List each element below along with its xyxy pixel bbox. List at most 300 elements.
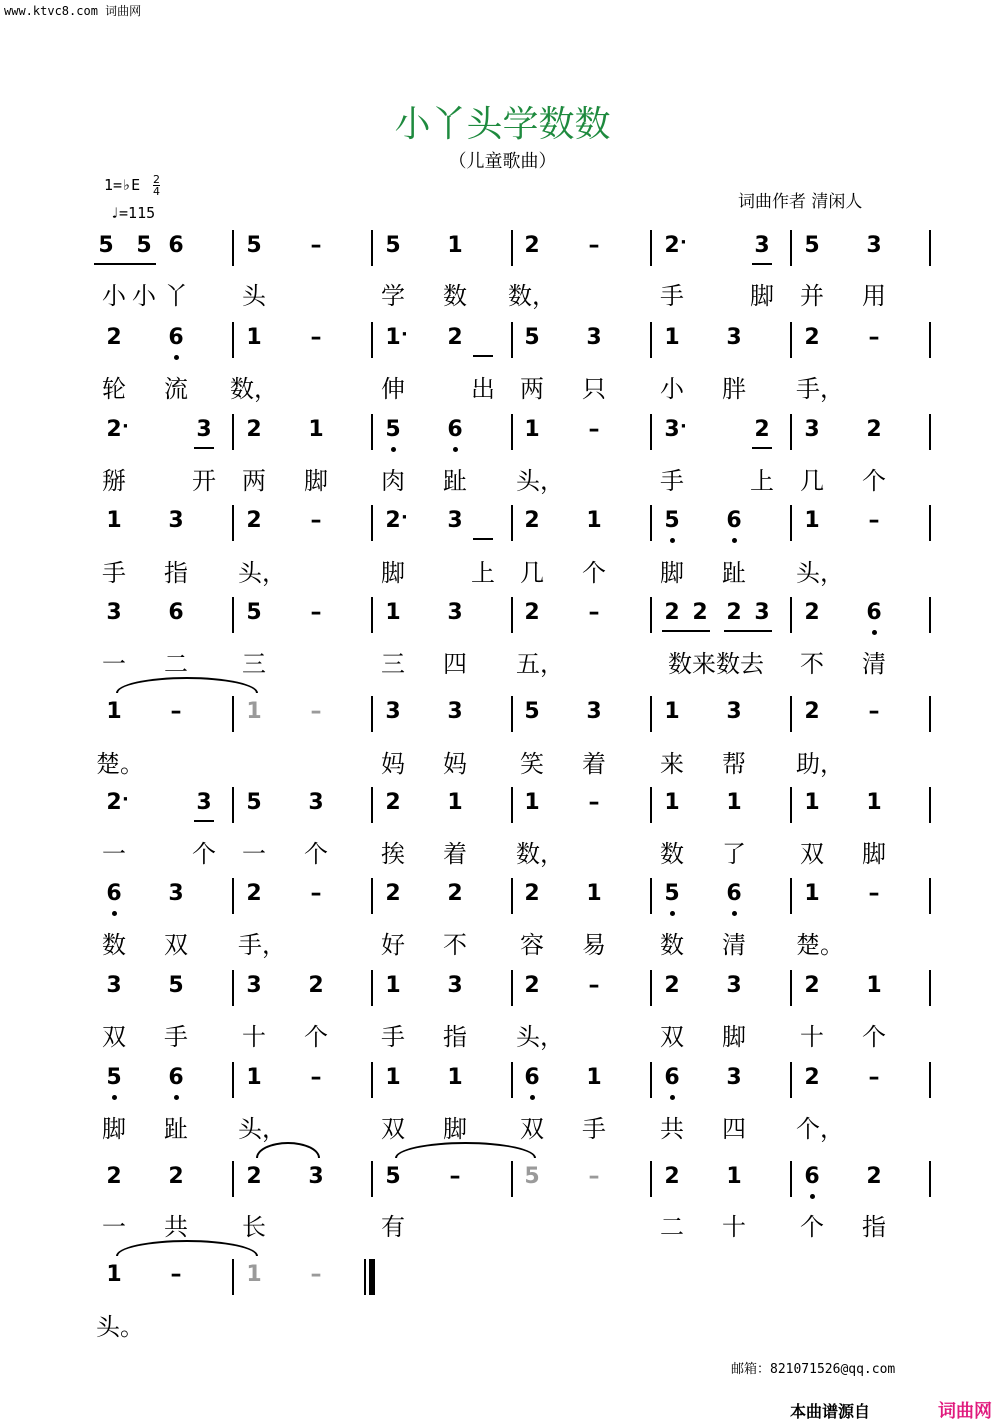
bar-line — [371, 414, 373, 450]
note: – — [588, 417, 600, 442]
lyric: 脚 — [660, 559, 684, 587]
lyric: 几 — [800, 467, 824, 495]
lyric: 脚 — [102, 1115, 126, 1143]
lyric: 肉 — [381, 467, 405, 495]
note: 2 · — [664, 232, 687, 258]
note: 6 — [94, 881, 134, 906]
bar-line — [650, 878, 652, 914]
bar-line — [650, 505, 652, 541]
bar-line — [929, 1161, 931, 1197]
octave-dot — [732, 911, 737, 916]
bar-line — [511, 787, 513, 823]
note: 2 — [246, 881, 262, 906]
bar-line — [929, 787, 931, 823]
note: 6 — [156, 1065, 196, 1090]
bar-line — [511, 322, 513, 358]
note: – — [868, 1065, 880, 1090]
lyric: 用 — [862, 282, 886, 310]
lyric: 手， — [796, 375, 844, 403]
lyric: 有 — [381, 1213, 405, 1241]
lyric: 手 — [102, 559, 126, 587]
octave-dot — [530, 1095, 535, 1100]
lyric: 共 — [164, 1213, 188, 1241]
note: 1 — [664, 699, 680, 724]
bar-line — [790, 505, 792, 541]
lyric: 清 — [722, 931, 746, 959]
bar-line — [929, 878, 931, 914]
note: 2 — [804, 325, 820, 350]
note: – — [588, 1164, 600, 1189]
octave-dot — [872, 630, 877, 635]
note: 2 · — [106, 416, 129, 442]
key-signature: 1=♭E — [104, 176, 141, 194]
note: 2 — [246, 1164, 262, 1189]
tie-arc — [116, 1240, 258, 1256]
lyric: 易 — [582, 931, 606, 959]
bar-line — [650, 322, 652, 358]
note: 3 — [586, 325, 602, 350]
note: 3 — [726, 1065, 742, 1090]
beam-underline — [194, 820, 214, 822]
lyric: 个 — [862, 467, 886, 495]
bar-line — [371, 787, 373, 823]
note: 3 — [754, 600, 770, 625]
beam-underline — [194, 447, 214, 449]
lyric: 手 — [381, 1023, 405, 1051]
note: 3 — [726, 973, 742, 998]
lyric: 出 — [471, 375, 495, 403]
beam-underline — [724, 630, 772, 632]
note: 2 — [524, 233, 540, 258]
bar-line — [371, 322, 373, 358]
octave-dot — [732, 538, 737, 543]
note: 5 — [385, 233, 401, 258]
note: 1 — [246, 1262, 262, 1287]
lyric: 个 — [800, 1213, 824, 1241]
note: 2 — [308, 973, 324, 998]
note: 3 · — [664, 416, 687, 442]
lyric: 上 — [750, 467, 774, 495]
note: 3 — [106, 600, 122, 625]
bar-line — [511, 696, 513, 732]
lyric: 头， — [516, 467, 564, 495]
bar-line — [232, 1259, 234, 1295]
lyric: 指 — [443, 1023, 467, 1051]
lyric: 头， — [516, 1023, 564, 1051]
bar-line — [929, 1062, 931, 1098]
note: 1 — [447, 790, 463, 815]
lyric: 手 — [164, 1023, 188, 1051]
octave-dot — [174, 355, 179, 360]
lyric: 趾 — [722, 559, 746, 587]
note: 1 — [447, 233, 463, 258]
note: 6 — [435, 417, 475, 442]
note: 1 — [586, 508, 602, 533]
note: 3 — [246, 973, 262, 998]
bar-line — [650, 787, 652, 823]
note: 1 — [246, 325, 262, 350]
bar-line — [371, 1062, 373, 1098]
subtitle: （儿童歌曲） — [448, 151, 557, 172]
lyric: 数来数去 — [668, 650, 764, 678]
bar-line — [232, 597, 234, 633]
bar-line — [650, 696, 652, 732]
note: – — [588, 973, 600, 998]
lyric: 一 — [242, 840, 266, 868]
lyric: 趾 — [164, 1115, 188, 1143]
octave-dot — [810, 1194, 815, 1199]
bar-line — [929, 414, 931, 450]
octave-dot — [112, 1095, 117, 1100]
note: 1 — [804, 790, 820, 815]
note: 5 — [246, 600, 262, 625]
bar-line — [790, 1161, 792, 1197]
lyric: 指 — [862, 1213, 886, 1241]
lyric: 笑 — [520, 750, 544, 778]
note: 3 — [196, 417, 212, 442]
note: 1 — [804, 881, 820, 906]
note: 1 — [524, 790, 540, 815]
bar-line — [371, 597, 373, 633]
note: 1 — [726, 790, 742, 815]
note: 1 — [385, 600, 401, 625]
tie-arc — [116, 677, 258, 693]
note: 1 — [664, 790, 680, 815]
lyric: 着 — [443, 840, 467, 868]
note: 1 — [385, 1065, 401, 1090]
octave-dot — [174, 1095, 179, 1100]
source-text: 本曲谱源自 — [790, 1402, 871, 1421]
lyric: 十 — [722, 1213, 746, 1241]
bar-line — [929, 505, 931, 541]
bar-line — [650, 414, 652, 450]
lyric: 挨 — [381, 840, 405, 868]
bar-line — [371, 970, 373, 1006]
note: 6 — [792, 1164, 832, 1189]
lyric: 五， — [516, 650, 564, 678]
lyric: 二 — [660, 1213, 684, 1241]
note: 2 — [692, 600, 708, 625]
note: 5 — [246, 233, 262, 258]
note: – — [868, 325, 880, 350]
bar-line — [929, 970, 931, 1006]
lyric: 头， — [796, 559, 844, 587]
note: 1 — [866, 790, 882, 815]
lyric: 两 — [520, 375, 544, 403]
bar-line — [232, 878, 234, 914]
bar-line — [232, 505, 234, 541]
note: 3 — [447, 973, 463, 998]
note: 1 — [804, 508, 820, 533]
lyric: 手 — [660, 282, 684, 310]
note: 3 — [106, 973, 122, 998]
lyric: 掰 — [102, 467, 126, 495]
note: – — [310, 1262, 322, 1287]
note: 5 — [373, 417, 413, 442]
lyric: 清 — [862, 650, 886, 678]
bar-line — [511, 1161, 513, 1197]
tie-arc — [395, 1142, 536, 1158]
lyric: 双 — [102, 1023, 126, 1051]
note: 3 — [447, 508, 463, 533]
beam-underline — [752, 447, 772, 449]
note: 1 — [106, 1262, 122, 1287]
note: 6 — [854, 600, 894, 625]
note: – — [310, 881, 322, 906]
lyric: 数 — [660, 840, 684, 868]
lyric: 头 — [242, 282, 266, 310]
bar-line — [232, 322, 234, 358]
note: 3 — [308, 790, 324, 815]
octave-dot — [670, 538, 675, 543]
note: 1 — [866, 973, 882, 998]
note: 2 — [385, 881, 401, 906]
bar-line — [790, 787, 792, 823]
lyric: 小 — [102, 282, 126, 310]
note: 1 — [586, 881, 602, 906]
bar-line — [790, 230, 792, 266]
note: 2 — [524, 508, 540, 533]
lyric: 脚 — [862, 840, 886, 868]
bar-line — [790, 878, 792, 914]
lyric: 手 — [582, 1115, 606, 1143]
email-text: 邮箱：821071526@qq.com — [731, 1362, 896, 1377]
note: 6 — [512, 1065, 552, 1090]
note: – — [310, 508, 322, 533]
note: 5 — [652, 508, 692, 533]
bar-line — [232, 696, 234, 732]
note: – — [310, 1065, 322, 1090]
lyric: 数， — [230, 375, 278, 403]
note: 5 — [524, 325, 540, 350]
note: 5 — [168, 973, 184, 998]
note: 3 — [726, 699, 742, 724]
note: 5 — [136, 233, 152, 258]
note: – — [170, 1262, 182, 1287]
lyric: 数 — [443, 282, 467, 310]
bar-line — [790, 414, 792, 450]
note: 3 — [447, 600, 463, 625]
lyric: 脚 — [381, 559, 405, 587]
lyric: 个 — [304, 1023, 328, 1051]
bar-line — [232, 970, 234, 1006]
note: – — [868, 508, 880, 533]
lyric: 十 — [242, 1023, 266, 1051]
note: 3 — [586, 699, 602, 724]
note: 5 — [385, 1164, 401, 1189]
note: 3 — [308, 1164, 324, 1189]
lyric: 二 — [164, 650, 188, 678]
lyric: 手， — [238, 931, 286, 959]
bar-line — [511, 505, 513, 541]
note: 1 — [246, 699, 262, 724]
note: 2 — [246, 508, 262, 533]
note: 2 — [447, 881, 463, 906]
note: 5 — [804, 233, 820, 258]
lyric: 四 — [722, 1115, 746, 1143]
bar-line — [790, 597, 792, 633]
note: 2 · — [385, 507, 408, 533]
lyric: 个 — [862, 1023, 886, 1051]
note: 2 — [106, 325, 122, 350]
bar-line — [232, 1062, 234, 1098]
lyric: 手 — [660, 467, 684, 495]
bar-line — [790, 970, 792, 1006]
lyric: 小 — [660, 375, 684, 403]
lyric: 并 — [800, 282, 824, 310]
note: 2 — [804, 973, 820, 998]
note: 1 — [308, 417, 324, 442]
lyric: 一 — [102, 1213, 126, 1241]
note: 2 — [866, 417, 882, 442]
note: 2 — [524, 973, 540, 998]
lyric: 上 — [471, 559, 495, 587]
octave-dot — [670, 1095, 675, 1100]
lyric: 三 — [381, 650, 405, 678]
note: 3 — [754, 233, 770, 258]
lyric: 着 — [582, 750, 606, 778]
bar-line — [232, 1161, 234, 1197]
note: – — [868, 881, 880, 906]
note: 5 — [246, 790, 262, 815]
lyric: 学 — [381, 282, 405, 310]
note: 6 — [156, 325, 196, 350]
lyric: 双 — [164, 931, 188, 959]
lyric: 个 — [582, 559, 606, 587]
site-logo: 词曲网 — [938, 1401, 992, 1422]
note: 1 — [385, 973, 401, 998]
beam-underline — [94, 263, 156, 265]
note: 2 — [664, 973, 680, 998]
octave-dot — [391, 447, 396, 452]
time-signature — [153, 174, 160, 197]
lyric: 个 — [192, 840, 216, 868]
note: 2 — [385, 790, 401, 815]
note: 1 — [246, 1065, 262, 1090]
lyric: 开 — [192, 467, 216, 495]
lyric: 小 — [132, 282, 156, 310]
note: 3 — [168, 881, 184, 906]
tie-arc — [256, 1142, 320, 1158]
lyric: 双 — [800, 840, 824, 868]
bar-line — [790, 322, 792, 358]
note: 6 — [168, 233, 184, 258]
note: 3 — [196, 790, 212, 815]
bar-line — [232, 787, 234, 823]
lyric: 指 — [164, 559, 188, 587]
note: 3 — [385, 699, 401, 724]
lyric: 双 — [660, 1023, 684, 1051]
note: – — [310, 233, 322, 258]
lyric: 一 — [102, 840, 126, 868]
note: 2 — [804, 1065, 820, 1090]
note: 2 — [664, 600, 680, 625]
note: 2 — [447, 325, 463, 350]
note: 1 — [726, 1164, 742, 1189]
lyric: 不 — [800, 650, 824, 678]
note: 5 — [94, 1065, 134, 1090]
time-signature-top: 2 — [153, 173, 160, 186]
bar-line — [511, 878, 513, 914]
lyric: 轮 — [102, 375, 126, 403]
bar-line — [232, 414, 234, 450]
lyric: 双 — [520, 1115, 544, 1143]
final-bar-line — [369, 1259, 375, 1295]
note: 1 — [524, 417, 540, 442]
note: – — [868, 699, 880, 724]
note: 2 — [524, 600, 540, 625]
site-url: www.ktvc8.com 词曲网 — [4, 4, 142, 18]
lyric: 头， — [238, 559, 286, 587]
bar-line — [511, 414, 513, 450]
note: 6 — [714, 508, 754, 533]
note: 6 — [168, 600, 184, 625]
bar-line — [650, 1161, 652, 1197]
lyric: 脚 — [304, 467, 328, 495]
lyric: 两 — [242, 467, 266, 495]
note: 5 — [524, 699, 540, 724]
lyric: 楚。 — [96, 750, 144, 778]
note: 2 — [804, 699, 820, 724]
lyric: 了 — [722, 840, 746, 868]
lyric: 数 — [102, 931, 126, 959]
beam-underline — [473, 538, 493, 540]
note: 1 — [106, 699, 122, 724]
note: 2 — [754, 417, 770, 442]
bar-line — [929, 230, 931, 266]
beam-underline — [473, 355, 493, 357]
note: 3 — [866, 233, 882, 258]
lyric: 脚 — [750, 282, 774, 310]
octave-dot — [112, 911, 117, 916]
lyric: 个， — [796, 1115, 844, 1143]
note: 6 — [714, 881, 754, 906]
lyric: 头。 — [96, 1313, 144, 1341]
note: 3 — [447, 699, 463, 724]
note: 2 — [106, 1164, 122, 1189]
beam-underline — [662, 630, 710, 632]
bar-line — [232, 230, 234, 266]
note: 2 — [726, 600, 742, 625]
note: 2 — [664, 1164, 680, 1189]
bar-line — [929, 322, 931, 358]
lyric: 三 — [242, 650, 266, 678]
note: 3 — [168, 508, 184, 533]
note: – — [310, 600, 322, 625]
lyric: 一 — [102, 650, 126, 678]
time-signature-bottom: 4 — [153, 185, 160, 198]
note: 6 — [652, 1065, 692, 1090]
note: 5 — [524, 1164, 540, 1189]
bar-line — [650, 597, 652, 633]
bar-line — [929, 696, 931, 732]
bar-line — [371, 696, 373, 732]
note: – — [310, 325, 322, 350]
beam-underline — [752, 263, 772, 265]
lyric: 只 — [582, 375, 606, 403]
lyric: 脚 — [722, 1023, 746, 1051]
author-credit: 词曲作者 清闲人 — [738, 192, 863, 212]
lyric: 脚 — [443, 1115, 467, 1143]
note: – — [588, 233, 600, 258]
lyric: 好 — [381, 931, 405, 959]
lyric: 容 — [520, 931, 544, 959]
note: 5 — [98, 233, 114, 258]
lyric: 来 — [660, 750, 684, 778]
bar-line — [511, 970, 513, 1006]
note: 2 — [524, 881, 540, 906]
octave-dot — [670, 911, 675, 916]
